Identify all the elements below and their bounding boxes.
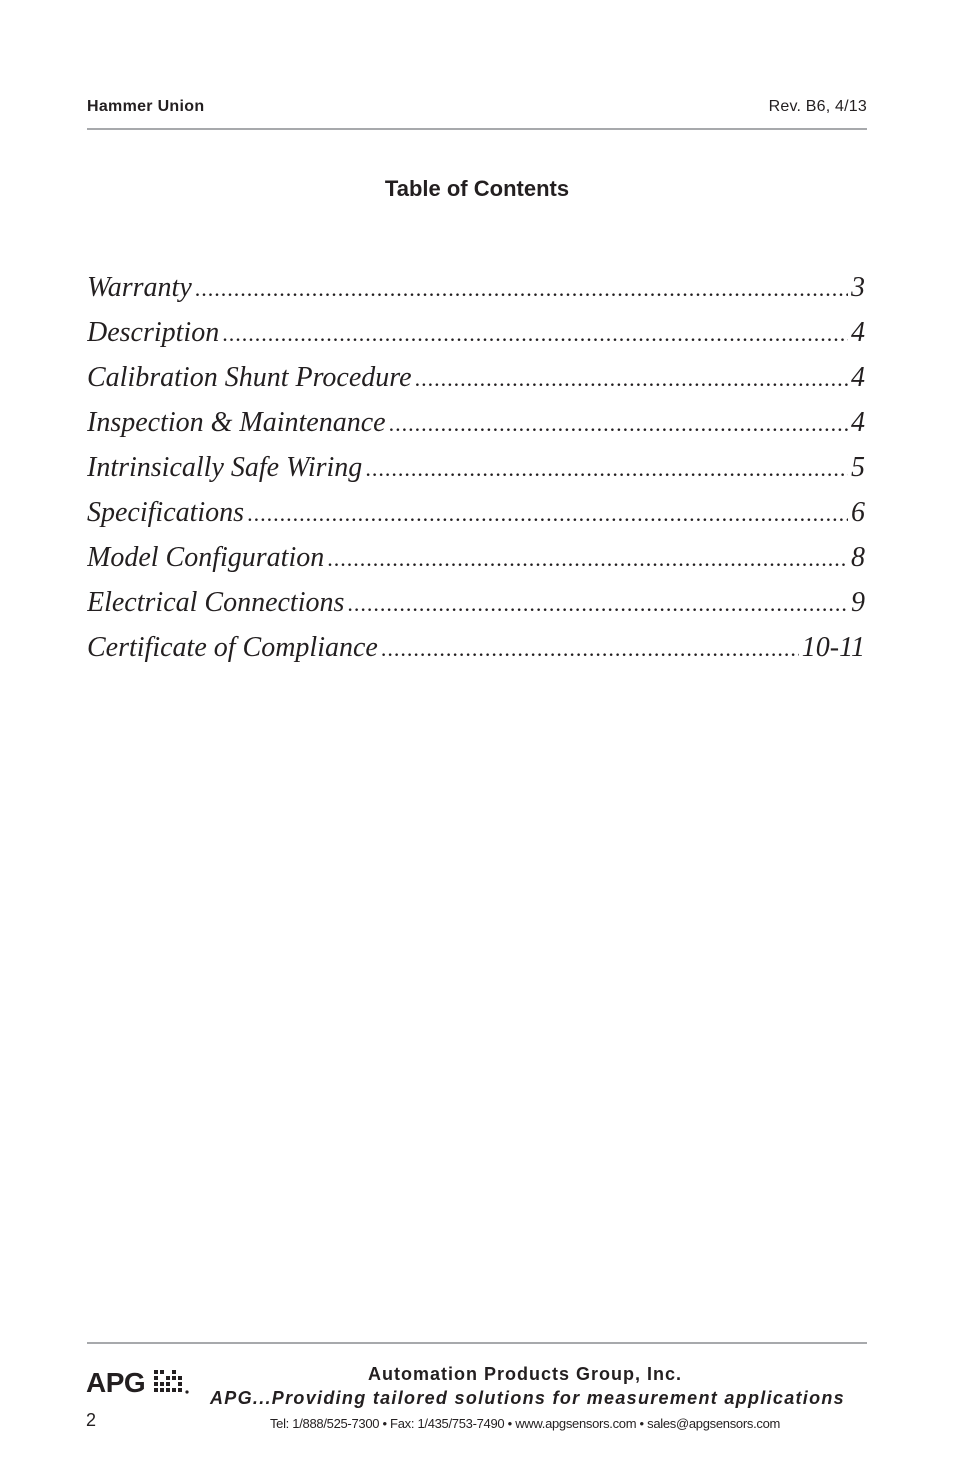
dot-leader [381, 636, 799, 662]
toc-entry-label: Calibration Shunt Procedure [87, 362, 412, 393]
toc-entry-description[interactable] [87, 317, 865, 362]
toc-entry-certificate-of-compliance[interactable] [87, 632, 865, 677]
document-title: Hammer Union [87, 98, 205, 115]
toc-entry-page: 4 [851, 407, 865, 438]
dot-leader [389, 411, 848, 437]
toc-entry-page: 4 [851, 317, 865, 348]
toc-heading: Table of Contents [384, 176, 570, 201]
toc-entry-electrical-connections[interactable] [87, 587, 865, 632]
dot-leader [347, 591, 848, 617]
toc-entry-page: 10-11 [801, 632, 865, 663]
toc-entry-label: Model Configuration [87, 542, 325, 573]
toc-entry-label: Warranty [87, 272, 192, 303]
company-tagline: APG...Providing tailored solutions for measurement applications [210, 1388, 845, 1408]
company-name: Automation Products Group, Inc. [368, 1364, 682, 1384]
toc-entry-label: Electrical Connections [87, 587, 345, 618]
table-of-contents [87, 272, 865, 677]
apg-logo [86, 1364, 196, 1396]
toc-entry-page: 3 [851, 272, 865, 303]
dot-leader [415, 366, 848, 392]
toc-entry-inspection-maintenance[interactable] [87, 407, 865, 452]
header-divider [87, 128, 867, 130]
toc-entry-page: 5 [851, 452, 865, 483]
dot-leader [195, 276, 848, 302]
dot-leader [247, 501, 848, 527]
toc-entry-page: 9 [851, 587, 865, 618]
dot-leader [327, 546, 848, 572]
toc-entry-warranty[interactable] [87, 272, 865, 317]
page-number: 2 [86, 1410, 97, 1430]
toc-entry-label: Specifications [87, 497, 245, 528]
toc-entry-calibration-shunt-procedure[interactable] [87, 362, 865, 407]
toc-entry-specifications[interactable] [87, 497, 865, 542]
footer-divider [87, 1342, 867, 1344]
revision-label: Rev. B6, 4/13 [768, 98, 867, 115]
apg-logo-text: APG [86, 1367, 146, 1396]
toc-entry-label: Intrinsically Safe Wiring [87, 452, 363, 483]
toc-entry-label: Description [87, 317, 220, 348]
dot-leader [222, 321, 848, 347]
toc-entry-page: 6 [851, 497, 865, 528]
toc-entry-label: Certificate of Compliance [87, 632, 378, 663]
toc-entry-intrinsically-safe-wiring[interactable] [87, 452, 865, 497]
toc-entry-label: Inspection & Maintenance [87, 407, 386, 438]
toc-entry-page: 4 [851, 362, 865, 393]
dot-leader [365, 456, 848, 482]
toc-entry-page: 8 [851, 542, 865, 573]
toc-entry-model-configuration[interactable] [87, 542, 865, 587]
contact-info: Tel: 1/888/525-7300 • Fax: 1/435/753-7490 • www.apgsensors.com • sales@apgsensors.com [269, 1416, 781, 1431]
apg-dot-grid-icon [154, 1370, 189, 1394]
